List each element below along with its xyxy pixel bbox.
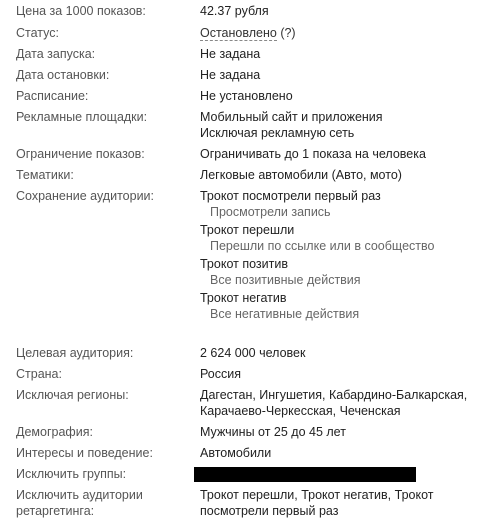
placements-line: Исключая рекламную сеть — [200, 126, 355, 140]
audience-saving-list — [200, 188, 480, 322]
topics-label: Тематики: — [16, 168, 74, 182]
exclude-retargeting-label — [16, 487, 192, 519]
audience-item-sub: Все позитивные действия — [210, 273, 361, 287]
audience-item-sub: Все негативные действия — [210, 307, 360, 321]
audience-item-sub: Перешли по ссылке или в сообщество — [210, 239, 435, 253]
excluded-regions-value — [200, 387, 480, 419]
exclude-groups-label: Исключить группы: — [16, 467, 127, 481]
country-value: Россия — [200, 367, 241, 381]
start-date-label: Дата запуска: — [16, 47, 96, 61]
excluded-regions-label: Исключая регионы: — [16, 388, 129, 402]
placements-label: Рекламные площадки: — [16, 110, 148, 124]
audience-item-title: Трокот посмотрели первый раз — [200, 189, 381, 203]
demography-label: Демография: — [16, 425, 93, 439]
start-date-value: Не задана — [200, 47, 261, 61]
topics-value: Легковые автомобили (Авто, мото) — [200, 168, 402, 182]
impression-limit-label: Ограничение показов: — [16, 147, 145, 161]
interests-label: Интересы и поведение: — [16, 446, 153, 460]
status-label: Статус: — [16, 26, 59, 40]
stop-date-value: Не задана — [200, 68, 261, 82]
audience-item-sub: Просмотрели запись — [210, 205, 331, 219]
cpm-value: 42.37 рубля — [200, 4, 269, 18]
audience-item-title: Трокот негатив — [200, 291, 287, 305]
status-value-wrap — [200, 25, 480, 41]
exclude-retargeting-label-line: Исключить аудитории — [16, 488, 143, 502]
interests-value: Автомобили — [200, 446, 272, 460]
placements-value — [200, 109, 480, 141]
audience-saving-label: Сохранение аудитории: — [16, 189, 155, 203]
country-label: Страна: — [16, 367, 62, 381]
schedule-value: Не установлено — [200, 89, 293, 103]
status-help-icon[interactable]: (?) — [280, 26, 296, 40]
stop-date-label: Дата остановки: — [16, 68, 110, 82]
excluded-regions-line: Дагестан, Ингушетия, Кабардино-Балкарская, — [200, 388, 468, 402]
placements-line: Мобильный сайт и приложения — [200, 110, 383, 124]
exclude-retargeting-label-line: ретаргетинга: — [16, 504, 95, 518]
audience-item-title: Трокот перешли — [200, 223, 295, 237]
excluded-regions-line: Карачаево-Черкесская, Чеченская — [200, 404, 401, 418]
redacted-block — [194, 467, 416, 482]
impression-limit-value: Ограничивать до 1 показа на человека — [200, 147, 426, 161]
status-link[interactable]: Остановлено — [200, 26, 277, 40]
demography-value: Мужчины от 25 до 45 лет — [200, 425, 346, 439]
audience-item-title: Трокот позитив — [200, 257, 288, 271]
exclude-retargeting-value — [200, 487, 480, 519]
exclude-retargeting-line: Трокот перешли, Трокот негатив, Трокот — [200, 488, 434, 502]
target-audience-value: 2 624 000 человек — [200, 346, 306, 360]
schedule-label: Расписание: — [16, 89, 89, 103]
target-audience-label: Целевая аудитория: — [16, 346, 134, 360]
exclude-retargeting-line: посмотрели первый раз — [200, 504, 339, 518]
cpm-label: Цена за 1000 показов: — [16, 4, 146, 18]
